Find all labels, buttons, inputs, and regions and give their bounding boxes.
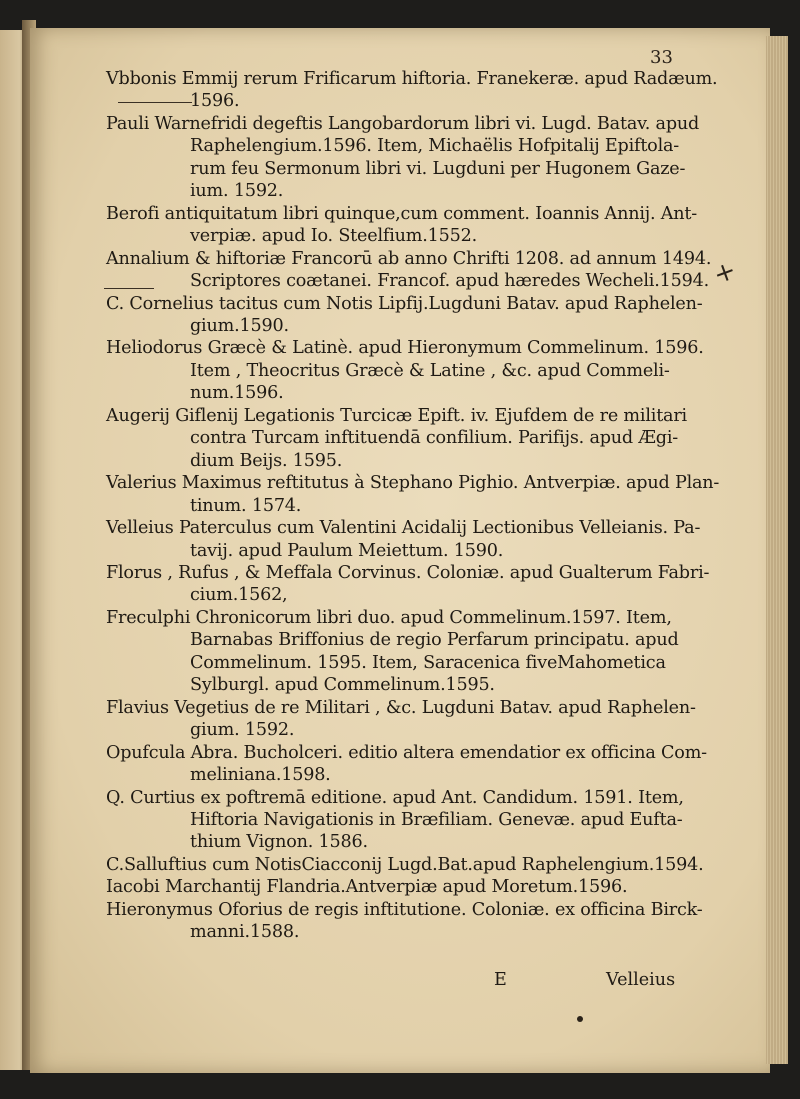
bibliography-entry: [106, 337, 704, 404]
bibliography-entry: [106, 607, 679, 697]
entry-continuation-line: Hiftoria Navigationis in Bræfiliam. Genevæ. apud Eufta-: [190, 809, 683, 830]
bibliography-entry: [106, 697, 696, 742]
entry-continuation-line: manni.1588.: [190, 922, 300, 943]
bibliography-entry: [106, 113, 700, 203]
entry-first-line: Q. Curtius ex poftremā editione. apud Ant. Candidum. 1591. Item,: [106, 787, 684, 808]
entry-continuation-line: meliniana.1598.: [190, 765, 331, 786]
entry-continuation-line: contra Turcam inftituendā confilium. Parifijs. apud Ægi-: [190, 428, 679, 449]
entry-continuation-line: Item , Theocritus Græcè & Latine , &c. apud Commeli-: [190, 360, 670, 381]
bibliography-entry: [106, 472, 720, 517]
bibliography-entry: [106, 562, 710, 607]
signature-mark: E: [494, 970, 507, 990]
bibliography-list: [106, 68, 720, 944]
catchword: Velleius: [606, 970, 676, 990]
entry-first-line: Flavius Vegetius de re Militari , &c. Lugduni Batav. apud Raphelen-: [106, 697, 696, 718]
entry-continuation-line: Raphelengium.1596. Item, Michaëlis Hofpitalij Epiftola-: [190, 136, 680, 157]
bibliography-entry: [106, 203, 698, 248]
entry-first-line: Pauli Warnefridi degeftis Langobardorum libri vi. Lugd. Batav. apud: [106, 113, 700, 134]
ink-dot: [577, 1016, 583, 1022]
entry-first-line: C.Salluftius cum NotisCiacconij Lugd.Bat.apud Raphelengium.1594.: [106, 854, 704, 875]
bibliography-entry: [106, 899, 703, 944]
entry-continuation-line: 1596.: [190, 91, 240, 112]
entry-continuation-line: verpiæ. apud Io. Steelfium.1552.: [190, 226, 478, 247]
entry-continuation-line: tinum. 1574.: [190, 495, 302, 516]
bibliography-entry: [106, 517, 701, 562]
entry-continuation-line: rum feu Sermonum libri vi. Lugduni per Hugonem Gaze-: [190, 158, 686, 179]
entry-first-line: Opufcula Abra. Bucholceri. editio altera emendatior ex officina Com-: [106, 742, 707, 763]
entry-first-line: Hieronymus Oforius de regis inftitutione. Coloniæ. ex officina Birck-: [106, 899, 703, 920]
entry-first-line: Freculphi Chronicorum libri duo. apud Commelinum.1597. Item,: [106, 607, 672, 628]
bibliography-entry: [106, 854, 704, 876]
entry-continuation-line: gium. 1592.: [190, 720, 295, 741]
entry-continuation-line: Commelinum. 1595. Item, Saracenica fiveMahometica: [190, 652, 666, 673]
bibliography-entry: [106, 293, 703, 338]
bibliography-entry: [106, 248, 712, 293]
bibliography-entry: [106, 68, 718, 113]
entry-first-line: Florus , Rufus , & Meffala Corvinus. Coloniæ. apud Gualterum Fabri-: [106, 562, 710, 583]
entry-continuation-line: Sylburgl. apud Commelinum.1595.: [190, 675, 495, 696]
bibliography-entry: [106, 876, 676, 898]
entry-continuation-line: cium.1562,: [190, 585, 288, 606]
entry-first-line: Berofi antiquitatum libri quinque,cum comment. Ioannis Annij. Ant-: [106, 203, 698, 224]
bibliography-entry: [106, 787, 684, 854]
entry-first-line: Heliodorus Græcè & Latinè. apud Hieronymum Commelinum. 1596.: [106, 338, 704, 359]
entry-continuation-line: Barnabas Briffonius de regio Perfarum principatu. apud: [190, 630, 679, 651]
page-number: 33: [650, 47, 673, 68]
entry-continuation-line: gium.1590.: [190, 315, 289, 336]
margin-note: +: [709, 255, 741, 291]
entry-continuation-line: Scriptores coætanei. Francof. apud hæredes Wecheli.1594.: [190, 271, 709, 292]
entry-first-line: Annalium & hiftoriæ Francorū ab anno Chrifti 1208. ad annum 1494.: [106, 248, 712, 269]
bibliography-entry: [106, 405, 687, 472]
entry-continuation-line: num.1596.: [190, 383, 284, 404]
entry-first-line: C. Cornelius tacitus cum Notis Lipfij.Lugduni Batav. apud Raphelen-: [106, 293, 703, 314]
entry-first-line: Augerij Giflenij Legationis Turcicæ Epift. iv. Ejufdem de re militari: [106, 405, 687, 426]
entry-continuation-line: dium Beijs. 1595.: [190, 450, 343, 471]
entry-continuation-line: tavij. apud Paulum Meiettum. 1590.: [190, 540, 504, 561]
entry-continuation-line: ium. 1592.: [190, 181, 284, 202]
entry-first-line: Velleius Paterculus cum Valentini Acidalij Lectionibus Velleianis. Pa-: [106, 518, 701, 539]
entry-first-line: Iacobi Marchantij Flandria.Antverpiæ apud Moretum.1596.: [106, 877, 628, 898]
entry-first-line: Valerius Maximus reftitutus à Stephano Pighio. Antverpiæ. apud Plan-: [106, 473, 720, 494]
entry-continuation-line: thium Vignon. 1586.: [190, 832, 368, 853]
bibliography-entry: [106, 742, 707, 787]
entry-first-line: Vbbonis Emmij rerum Frificarum hiftoria. Franekeræ. apud Radæum.: [106, 69, 718, 89]
page-stack-edge: [766, 36, 788, 1064]
